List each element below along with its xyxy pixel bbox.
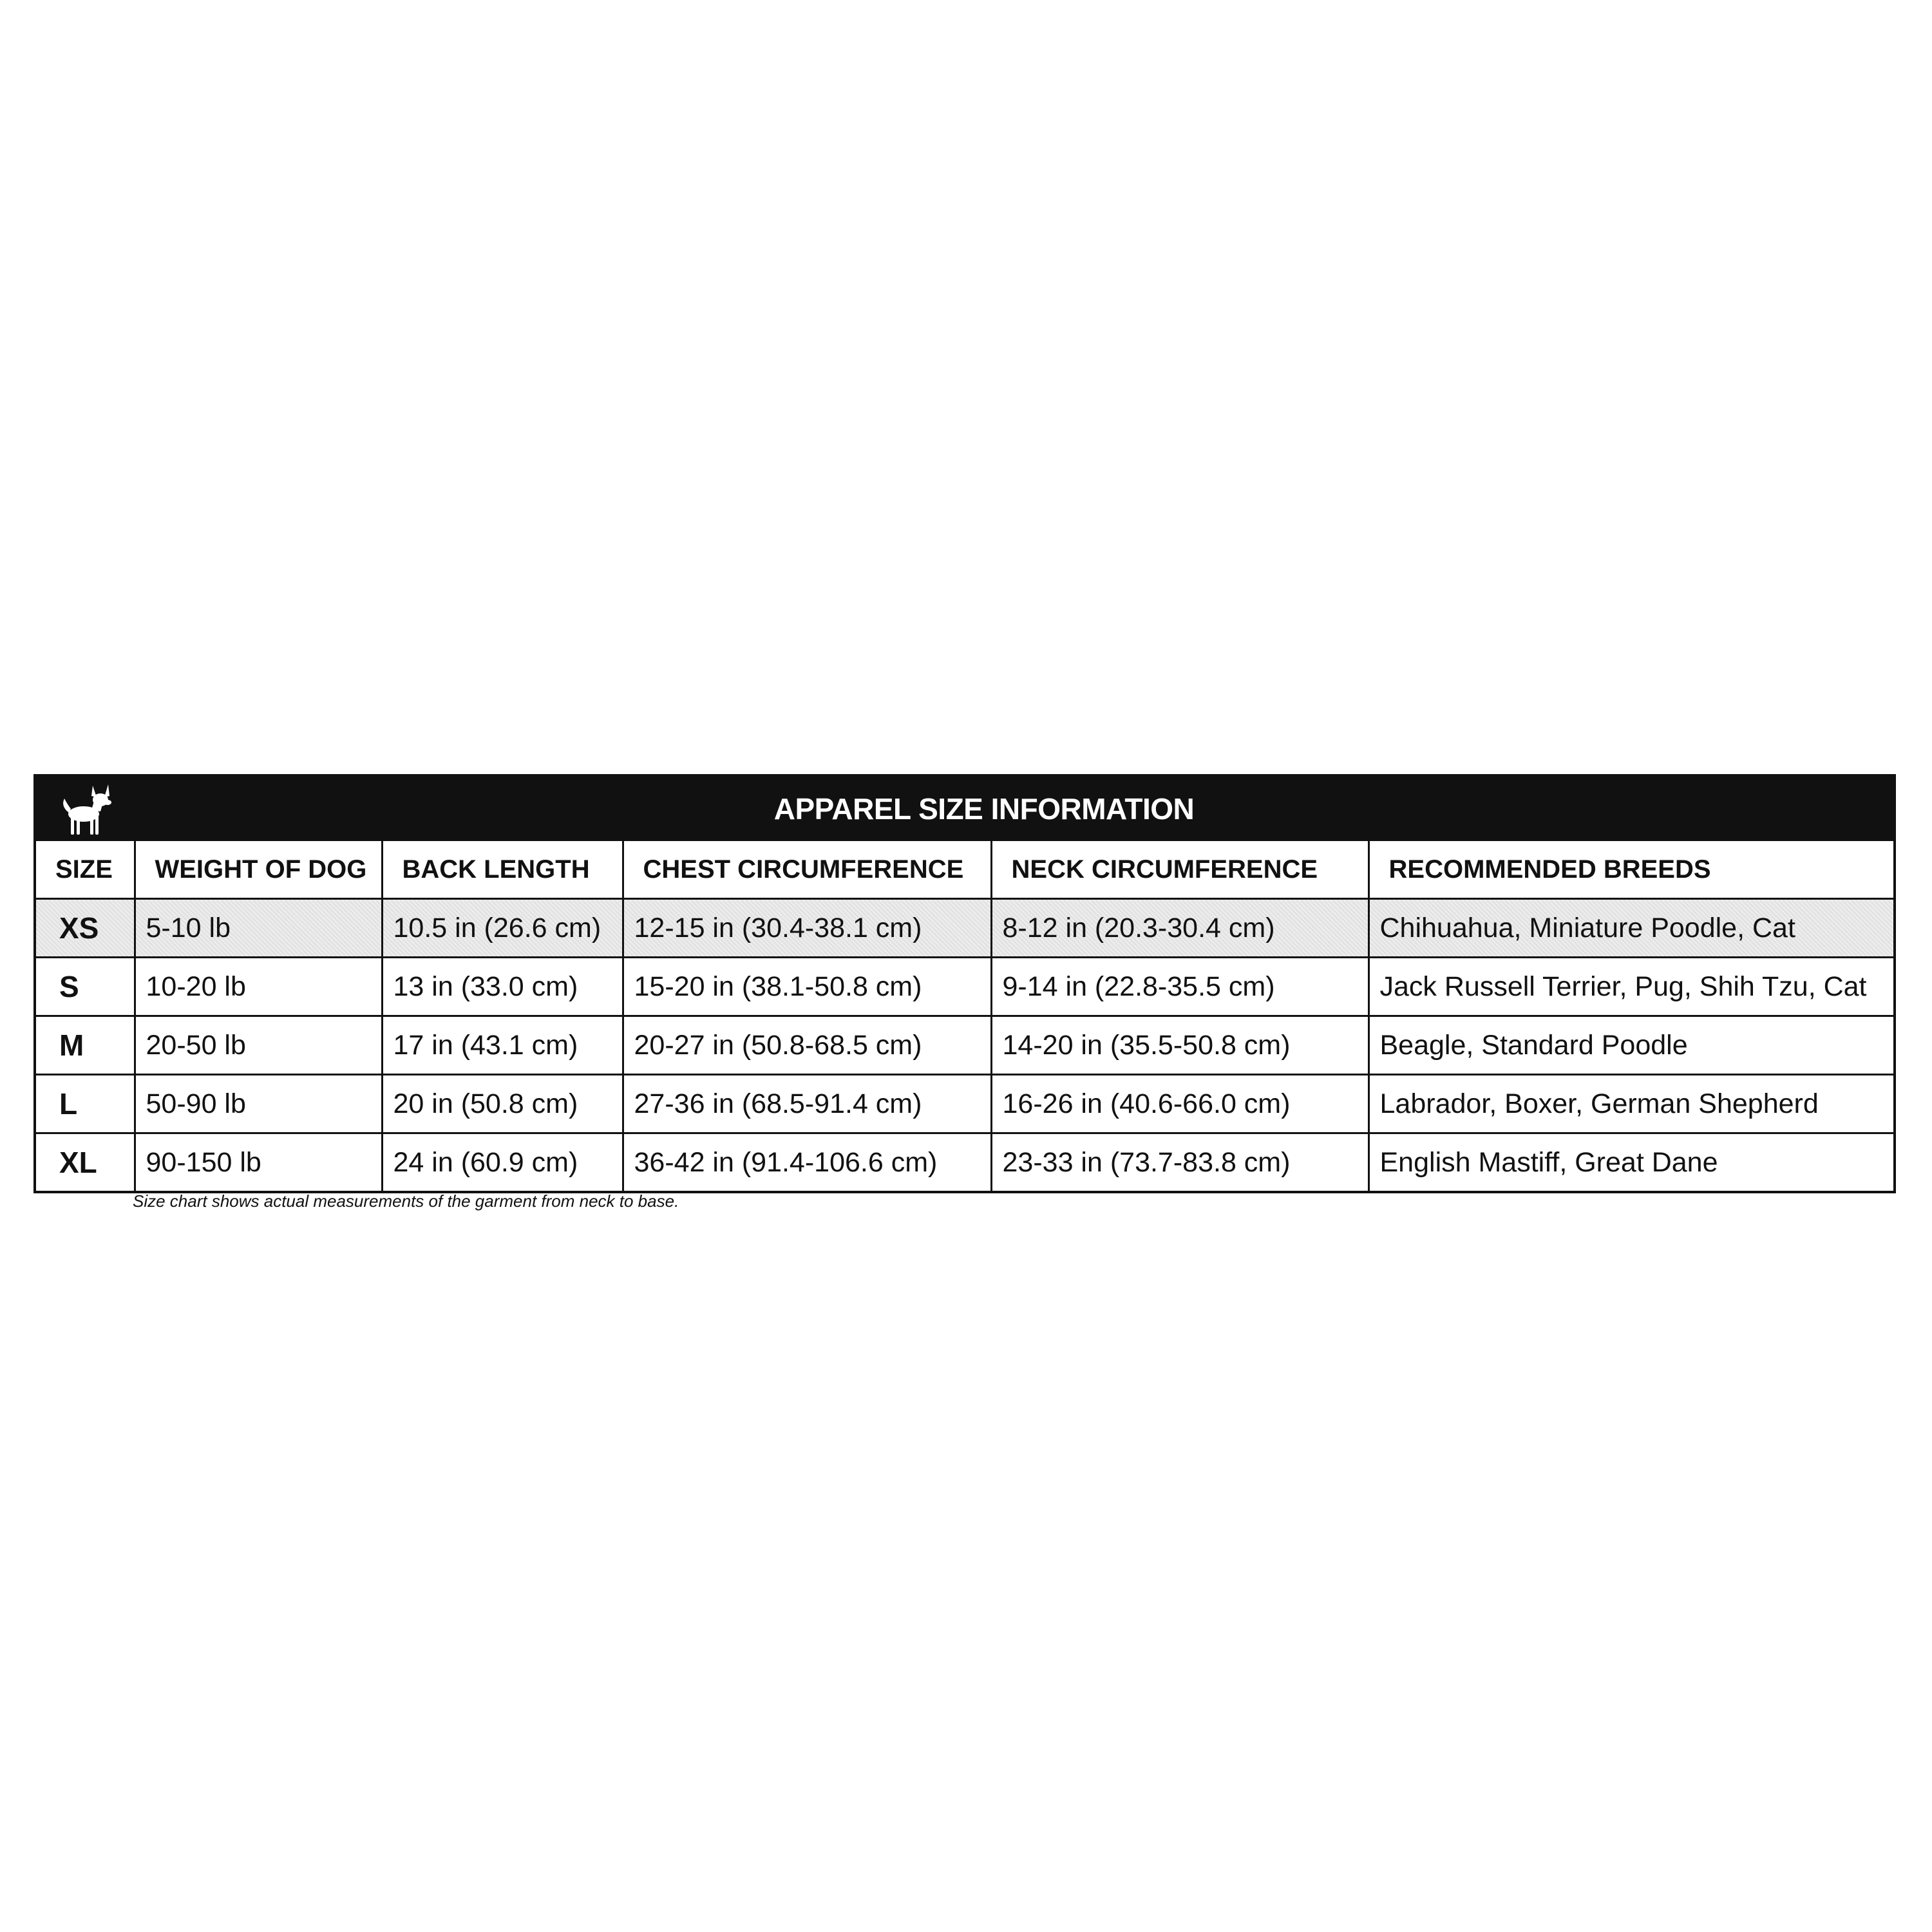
table-row [36, 1133, 1893, 1191]
breeds-cell: Beagle, Standard Poodle [1368, 1016, 1893, 1075]
back-length-cell: 20 in (50.8 cm) [382, 1075, 623, 1133]
neck-cell: 23-33 in (73.7-83.8 cm) [991, 1133, 1368, 1191]
size-cell: L [36, 1075, 135, 1133]
header-weight: WEIGHT OF DOG [135, 841, 382, 899]
back-length-cell: 17 in (43.1 cm) [382, 1016, 623, 1075]
header-size: SIZE [36, 841, 135, 899]
title-bar [36, 777, 1893, 841]
chest-cell: 27-36 in (68.5-91.4 cm) [623, 1075, 991, 1133]
header-chest: CHEST CIRCUMFERENCE [623, 841, 991, 899]
weight-cell: 10-20 lb [135, 958, 382, 1016]
header-neck: NECK CIRCUMFERENCE [991, 841, 1368, 899]
chest-cell: 12-15 in (30.4-38.1 cm) [623, 899, 991, 958]
size-cell: S [36, 958, 135, 1016]
chart-title: APPAREL SIZE INFORMATION [773, 792, 1195, 826]
neck-cell: 9-14 in (22.8-35.5 cm) [991, 958, 1368, 1016]
weight-cell: 50-90 lb [135, 1075, 382, 1133]
chest-cell: 20-27 in (50.8-68.5 cm) [623, 1016, 991, 1075]
back-length-cell: 10.5 in (26.6 cm) [382, 899, 623, 958]
table-row [36, 899, 1893, 958]
neck-cell: 16-26 in (40.6-66.0 cm) [991, 1075, 1368, 1133]
back-length-cell: 13 in (33.0 cm) [382, 958, 623, 1016]
size-cell: XL [36, 1133, 135, 1191]
weight-cell: 5-10 lb [135, 899, 382, 958]
chest-cell: 36-42 in (91.4-106.6 cm) [623, 1133, 991, 1191]
weight-cell: 20-50 lb [135, 1016, 382, 1075]
breeds-cell: Chihuahua, Miniature Poodle, Cat [1368, 899, 1893, 958]
table-row [36, 1075, 1893, 1133]
size-chart [33, 774, 1896, 1193]
neck-cell: 14-20 in (35.5-50.8 cm) [991, 1016, 1368, 1075]
breeds-cell: English Mastiff, Great Dane [1368, 1133, 1893, 1191]
neck-cell: 8-12 in (20.3-30.4 cm) [991, 899, 1368, 958]
breeds-cell: Labrador, Boxer, German Shepherd [1368, 1075, 1893, 1133]
footnote: Size chart shows actual measurements of the garment from neck to base. [133, 1191, 679, 1211]
chest-cell: 15-20 in (38.1-50.8 cm) [623, 958, 991, 1016]
size-cell: M [36, 1016, 135, 1075]
weight-cell: 90-150 lb [135, 1133, 382, 1191]
table-row [36, 1016, 1893, 1075]
size-table [36, 841, 1893, 1191]
header-row [36, 841, 1893, 899]
back-length-cell: 24 in (60.9 cm) [382, 1133, 623, 1191]
header-back-length: BACK LENGTH [382, 841, 623, 899]
table-row [36, 958, 1893, 1016]
header-breeds: RECOMMENDED BREEDS [1368, 841, 1893, 899]
size-cell: XS [36, 899, 135, 958]
breeds-cell: Jack Russell Terrier, Pug, Shih Tzu, Cat [1368, 958, 1893, 1016]
